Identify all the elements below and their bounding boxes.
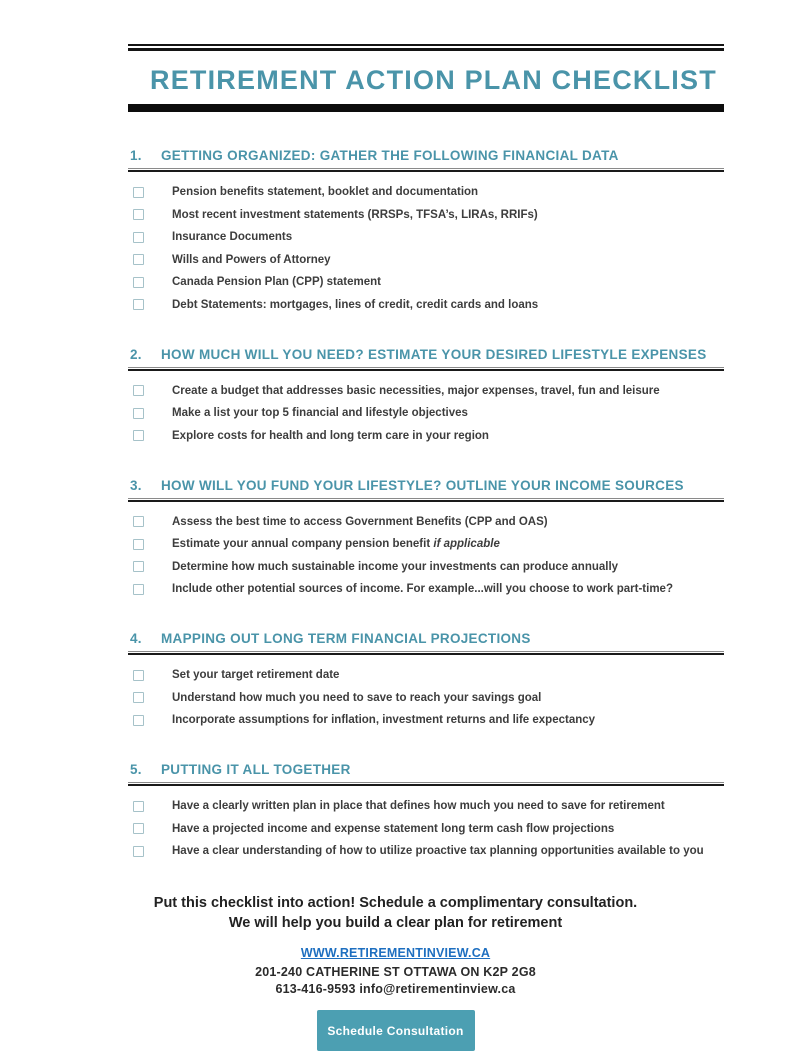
section-heading	[128, 762, 724, 777]
section-number: 5.	[130, 762, 142, 777]
checklist-item-label: Canada Pension Plan (CPP) statement	[172, 276, 381, 288]
section-title: PUTTING IT ALL TOGETHER	[161, 762, 351, 777]
checklist-item-label: Make a list your top 5 financial and lifestyle objectives	[172, 407, 468, 419]
checklist-item-label: Have a clear understanding of how to utilize proactive tax planning opportunities available to you	[172, 845, 704, 857]
section-rule	[128, 367, 724, 371]
checkbox[interactable]	[133, 561, 144, 572]
section-heading	[128, 347, 724, 362]
section-rule	[128, 651, 724, 655]
checklist-item-label: Have a clearly written plan in place that defines how much you need to save for retirement	[172, 800, 665, 812]
checklist-item-label: Create a budget that addresses basic necessities, major expenses, travel, fun and leisure	[172, 384, 660, 397]
section-rule	[128, 782, 724, 786]
checkbox[interactable]	[133, 670, 144, 681]
section-heading	[128, 148, 724, 163]
section-lifestyle-expenses	[128, 347, 724, 442]
checklist-item	[128, 561, 724, 573]
checklist-item-text: Estimate your annual company pension benefit	[172, 538, 431, 550]
top-double-rule	[128, 44, 724, 51]
checkbox[interactable]	[133, 277, 144, 288]
schedule-consultation-button[interactable]: Schedule Consultation	[317, 1010, 475, 1051]
checklist-item-label: Assess the best time to access Government Benefits (CPP and OAS)	[172, 515, 548, 528]
checklist-item	[128, 583, 724, 595]
checklist-item-label: Pension benefits statement, booklet and documentation	[172, 186, 479, 198]
section-rule	[128, 168, 724, 172]
checkbox[interactable]	[133, 584, 144, 595]
cta-text-line-2: We will help you build a clear plan for retirement	[228, 915, 563, 931]
checklist-item-label: Most recent investment statements (RRSPs, TFSA’s, LIRAs, RRIFs)	[172, 208, 538, 221]
checklist-item-label: Include other potential sources of income. For example...will you choose to work part-time?	[172, 583, 673, 595]
checklist-item	[128, 430, 724, 442]
checkbox[interactable]	[133, 516, 144, 527]
checklist-item-label: Understand how much you need to save to reach your savings goal	[172, 691, 542, 704]
section-title: HOW WILL YOU FUND YOUR LIFESTYLE? OUTLINE YOUR INCOME SOURCES	[161, 477, 684, 493]
checkbox[interactable]	[133, 408, 144, 419]
checkbox[interactable]	[133, 430, 144, 441]
checklist-item	[128, 231, 724, 243]
checklist-item	[128, 714, 724, 726]
address-text: 201-240 CATHERINE ST OTTAWA ON K2P 2G8	[255, 965, 536, 979]
section-heading	[128, 478, 724, 493]
checklist-item-label: Have a projected income and expense statement long term cash flow projections	[172, 822, 615, 835]
checklist-item	[128, 385, 724, 397]
checklist-item-label	[172, 538, 500, 550]
phone-email-text: 613-416-9593 info@retirementinview.ca	[275, 982, 516, 996]
cta-text-line-1: Put this checklist into action! Schedule a complimentary consultation.	[153, 895, 638, 911]
section-title: HOW MUCH WILL YOU NEED? ESTIMATE YOUR DESIRED LIFESTYLE EXPENSES	[161, 346, 707, 362]
checklist-item-label: Wills and Powers of Attorney	[172, 253, 331, 266]
checklist-item	[128, 538, 724, 550]
footer	[0, 893, 791, 1051]
checkbox[interactable]	[133, 299, 144, 310]
checklist-item	[128, 186, 724, 198]
checkbox[interactable]	[133, 715, 144, 726]
section-number: 4.	[130, 631, 142, 646]
section-financial-projections	[128, 631, 724, 726]
section-number: 2.	[130, 346, 142, 362]
page-title: RETIREMENT ACTION PLAN CHECKLIST	[150, 65, 717, 95]
checkbox[interactable]	[133, 823, 144, 834]
section-number: 3.	[130, 477, 142, 493]
section-rule	[128, 498, 724, 502]
checklist-item-label: Incorporate assumptions for inflation, investment returns and life expectancy	[172, 714, 596, 726]
checkbox[interactable]	[133, 232, 144, 243]
italic-note: if applicable	[433, 538, 500, 550]
checklist-item	[128, 692, 724, 704]
checkbox[interactable]	[133, 846, 144, 857]
checklist-item	[128, 845, 724, 857]
checkbox[interactable]	[133, 209, 144, 220]
section-income-sources	[128, 478, 724, 596]
checkbox[interactable]	[133, 254, 144, 265]
checkbox[interactable]	[133, 187, 144, 198]
checklist-item	[128, 276, 724, 288]
checklist-item	[128, 254, 724, 266]
checklist-item-label: Set your target retirement date	[172, 669, 340, 681]
checklist-item	[128, 299, 724, 311]
checklist-item	[128, 800, 724, 812]
checklist-item	[128, 516, 724, 528]
section-putting-it-together	[128, 762, 724, 857]
section-number: 1.	[130, 148, 142, 163]
section-heading	[128, 631, 724, 646]
section-getting-organized	[128, 148, 724, 311]
checkbox[interactable]	[133, 801, 144, 812]
checklist-item	[128, 209, 724, 221]
checkbox[interactable]	[133, 539, 144, 550]
website-link[interactable]: WWW.RETIREMENTINVIEW.CA	[300, 946, 491, 960]
checklist-item	[128, 407, 724, 419]
checklist-item-label: Determine how much sustainable income your investments can produce annually	[172, 560, 619, 573]
checkbox[interactable]	[133, 385, 144, 396]
checklist-item-label: Explore costs for health and long term care in your region	[172, 429, 489, 442]
title-underline-bar	[128, 104, 724, 112]
section-title: GETTING ORGANIZED: GATHER THE FOLLOWING FINANCIAL DATA	[161, 148, 619, 163]
checklist-item-label: Insurance Documents	[172, 231, 293, 243]
checklist-item	[128, 669, 724, 681]
checkbox[interactable]	[133, 692, 144, 703]
checklist-item-label: Debt Statements: mortgages, lines of credit, credit cards and loans	[172, 298, 539, 311]
checklist-item	[128, 823, 724, 835]
section-title: MAPPING OUT LONG TERM FINANCIAL PROJECTIONS	[161, 631, 531, 646]
